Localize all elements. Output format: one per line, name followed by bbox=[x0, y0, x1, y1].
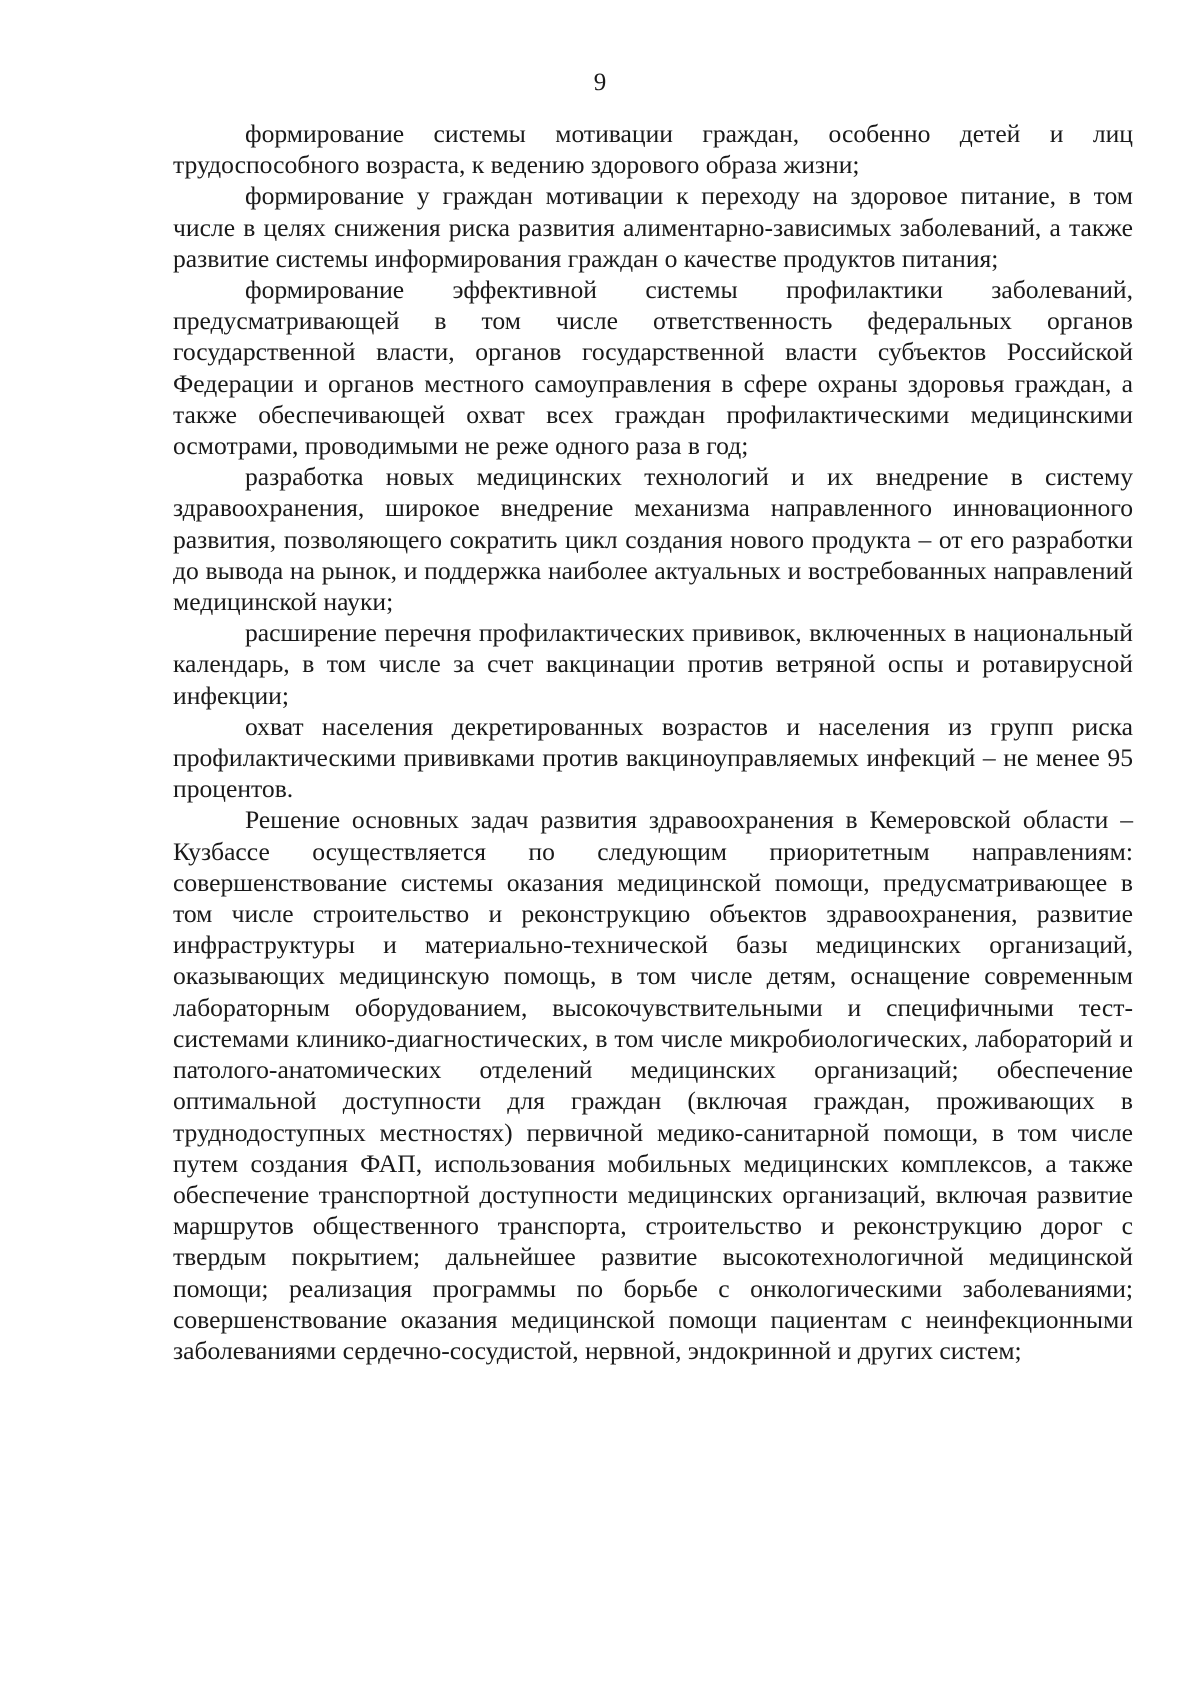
page-number: 9 bbox=[593, 69, 607, 96]
paragraph-vaccination-calendar: расширение перечня профилактических прививок, включенных в национальный календарь, в том числе за счет вакцинации против ветряной оспы и ротавирусной инфекции; bbox=[173, 618, 1133, 710]
paragraph-prevention-system: формирование эффективной системы профилактики заболеваний, предусматривающей в том числе ответственность федеральных органов государственной власти, органов государственной власти субъектов Российской Федерации и органов местного самоуправления в сфере охраны здоровья граждан, а также обеспечивающей охват всех граждан профилактическими медицинскими осмотрами, проводимыми не реже одного раза в год; bbox=[173, 275, 1133, 461]
paragraph-motivation-healthy-lifestyle: формирование системы мотивации граждан, особенно детей и лиц трудоспособного возраста, к ведению здорового образа жизни; bbox=[173, 119, 1133, 180]
document-body bbox=[173, 118, 1133, 1366]
paragraph-vaccination-coverage: охват населения декретированных возрастов и населения из групп риска профилактическими прививками против вакциноуправляемых инфекций – не менее 95 процентов. bbox=[173, 711, 1133, 804]
paragraph-priority-directions: Решение основных задач развития здравоохранения в Кемеровской области – Кузбассе осуществляется по следующим приоритетным направлениям: совершенствование системы оказания медицинской помощи, предусматривающее в том числе строительство и реконструкцию объектов здравоохранения, развитие инфраструктуры и материально-технической базы медицинских организаций, оказывающих медицинскую помощь, в том числе детям, оснащение современным лабораторным оборудованием, высокочувствительными и специфичными тест-системами клинико-диагностических, в том числе микробиологических, лабораторий и патолого-анатомических отделений медицинских организаций; обеспечение оптимальной доступности для граждан (включая граждан, проживающих в труднодоступных местностях) первичной медико-санитарной помощи, в том числе путем создания ФАП, использования мобильных медицинских комплексов, а также обеспечение транспортной доступности медицинских организаций, включая развитие маршрутов общественного транспорта, строительство и реконструкцию дорог с твердым покрытием; дальнейшее развитие высокотехнологичной медицинской помощи; реализация программы по борьбе с онкологическими заболеваниями; совершенствование оказания медицинской помощи пациентам с неинфекционными заболеваниями сердечно-сосудистой, нервной, эндокринной и других систем; bbox=[173, 805, 1133, 1365]
paragraph-healthy-nutrition: формирование у граждан мотивации к переходу на здоровое питание, в том числе в целях снижения риска развития алиментарно-зависимых заболеваний, а также развитие системы информирования граждан о качестве продуктов питания; bbox=[173, 181, 1133, 273]
paragraph-medical-technologies: разработка новых медицинских технологий и их внедрение в систему здравоохранения, широкое внедрение механизма направленного инновационного развития, позволяющего сократить цикл создания нового продукта – от его разработки до вывода на рынок, и поддержка наиболее актуальных и востребованных направлений медицинской науки; bbox=[173, 462, 1133, 617]
